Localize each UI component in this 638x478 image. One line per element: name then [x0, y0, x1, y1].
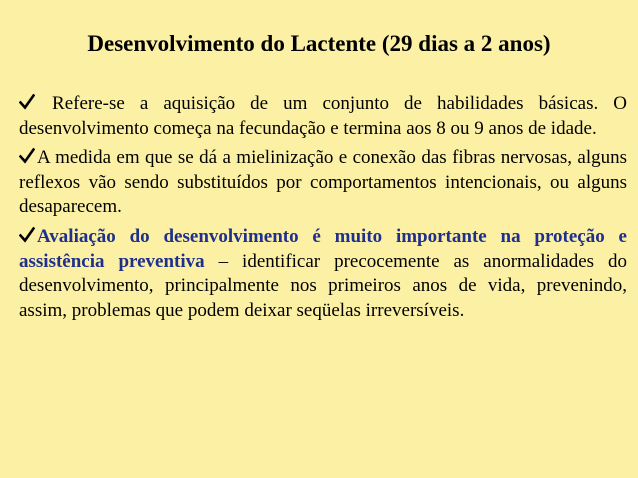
bullet-item-2 [19, 146, 627, 220]
bullet-highlight-3: Avaliação do desenvolvimento é muito importante na proteção e assistência preventiva [19, 225, 627, 272]
bullet-text-2: A medida em que se dá a mielinização e conexão das fibras nervosas, alguns reflexos vão sendo substituídos por comportamentos intencionais, ou alguns desaparecem. [19, 147, 627, 218]
bullet-item-3 [19, 225, 627, 323]
checkmark-icon [19, 93, 35, 111]
bullet-text-3: – identificar precocemente as anormalidades do desenvolvimento, principalmente nos primeiros anos de vida, prevenindo, assim, problemas que podem deixar seqüelas irreversíveis. [19, 250, 628, 321]
bullet-text-1: Refere-se a aquisição de um conjunto de habilidades básicas. O desenvolvimento começa na fecundação e termina aos 8 ou 9 anos de idade. [19, 93, 627, 139]
checkmark-icon [19, 226, 35, 244]
bullet-list [19, 92, 627, 328]
checkmark-icon [19, 147, 35, 165]
bullet-item-1 [19, 92, 627, 141]
slide-title [0, 30, 638, 58]
slide-title-text: Desenvolvimento do Lactente (29 dias a 2 anos) [87, 31, 551, 56]
